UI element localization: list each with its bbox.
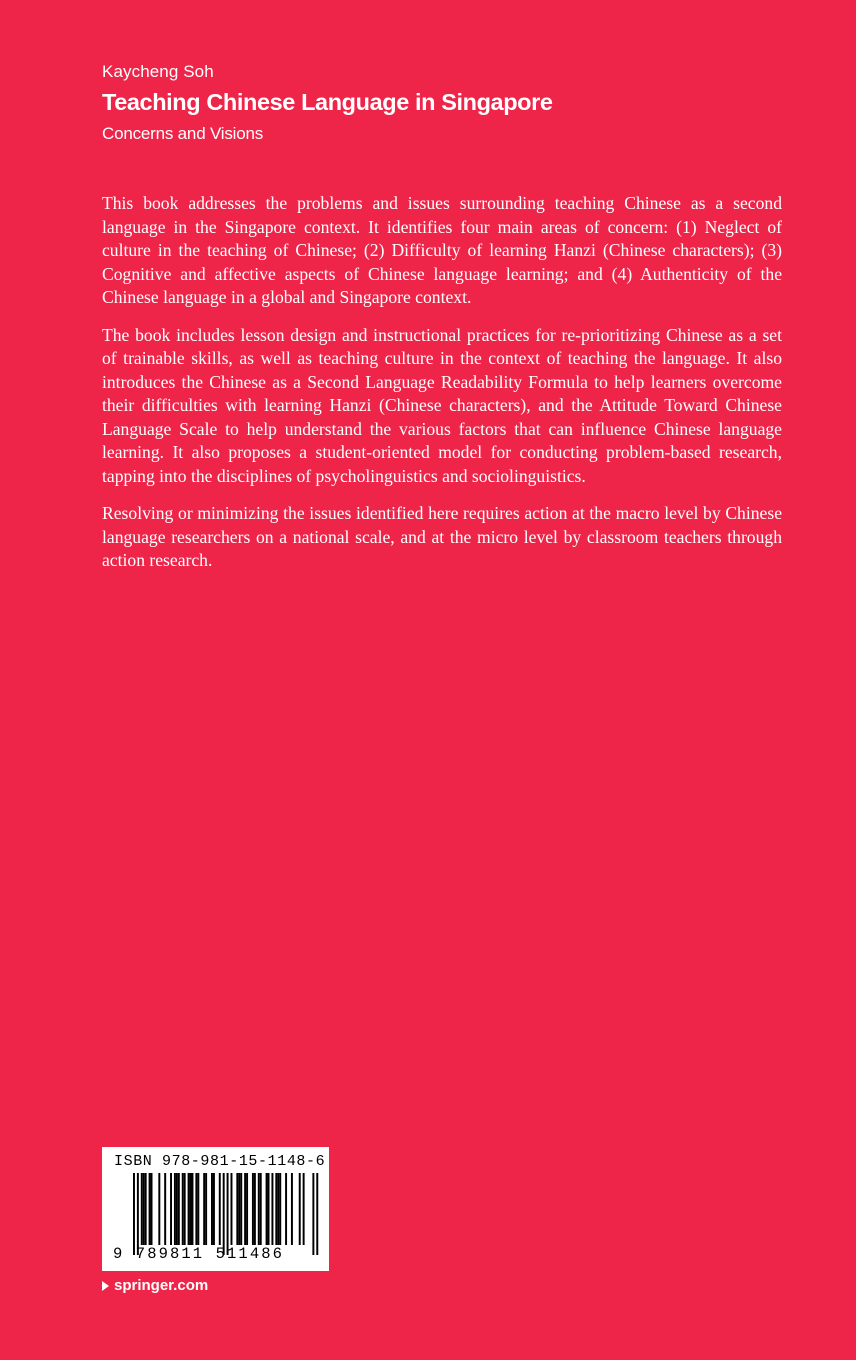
barcode-guard-bar — [133, 1173, 135, 1255]
barcode-bar — [240, 1173, 242, 1245]
barcode-bar — [254, 1173, 256, 1245]
barcode-guard-bar — [137, 1173, 139, 1255]
barcode-bar — [141, 1173, 143, 1245]
description-paragraph-2: The book includes lesson design and instructional practices for re-prioritizing Chinese as a set of trainable skills, as well as teaching culture in the context of teaching the language. It also introduces the Chinese as a Second Language Readability Formula to help learners overcome their difficulties with learning Hanzi (Chinese characters), and the Attitude Toward Chinese Language Scale to help understand the various factors that can influence Chinese language learning. It also proposes a student-oriented model for conducting problem-based research, tapping into the disciplines of psycholinguistics and sociolinguistics. — [102, 324, 782, 486]
triangle-right-icon — [102, 1281, 109, 1291]
barcode-bar — [213, 1173, 215, 1245]
barcode-bar — [158, 1173, 160, 1245]
barcode-bar — [285, 1173, 287, 1245]
barcode-bar — [252, 1173, 254, 1245]
barcode-bar — [236, 1173, 238, 1245]
barcode-bar — [164, 1173, 166, 1245]
barcode-bar — [258, 1173, 260, 1245]
barcode-bar — [303, 1173, 305, 1245]
barcode-bar — [275, 1173, 277, 1245]
barcode-guard-bar — [312, 1173, 314, 1255]
barcode-bar — [174, 1173, 176, 1245]
barcode-bar — [145, 1173, 147, 1245]
description-paragraph-3: Resolving or minimizing the issues identified here requires action at the macro level by Chinese language researchers on a national scale, and at the micro level by classroom teachers through action research. — [102, 503, 782, 570]
barcode-bar — [192, 1173, 194, 1245]
barcode-bar — [182, 1173, 184, 1245]
barcode-bar — [211, 1173, 213, 1245]
book-description — [102, 192, 782, 587]
barcode-bar — [197, 1173, 199, 1245]
barcode-bar — [266, 1173, 268, 1245]
barcode-bar — [151, 1173, 153, 1245]
barcode-bar — [203, 1173, 205, 1245]
barcode-guard-bar — [227, 1173, 229, 1255]
barcode-bar — [268, 1173, 270, 1245]
barcode-bar — [271, 1173, 273, 1245]
barcode-bar — [291, 1173, 293, 1245]
barcode-bar — [277, 1173, 279, 1245]
barcode-guard-bar — [223, 1173, 225, 1255]
barcode-bar — [260, 1173, 262, 1245]
barcode-bar — [184, 1173, 186, 1245]
barcode-bar — [170, 1173, 172, 1245]
barcode-bar — [219, 1173, 221, 1245]
description-paragraph-1: This book addresses the problems and issues surrounding teaching Chinese as a second language in the Singapore context. It identifies four main areas of concern: (1) Neglect of culture in the teaching of Chinese; (2) Difficulty of learning Hanzi (Chinese characters); (3) Cognitive and affective aspects of Chinese language learning; and (4) Authenticity of the Chinese language in a global and Singapore context. — [102, 193, 782, 307]
publisher-link[interactable] — [102, 1277, 208, 1294]
isbn-label: ISBN 978-981-15-1148-6 — [114, 1153, 326, 1170]
author-name: Kaycheng Soh — [102, 62, 214, 81]
barcode-guard-bar — [316, 1173, 318, 1255]
book-subtitle: Concerns and Visions — [102, 124, 264, 143]
barcode-bar — [231, 1173, 233, 1245]
barcode-bar — [178, 1173, 180, 1245]
barcode-bar — [188, 1173, 190, 1245]
barcode-bar — [195, 1173, 197, 1245]
publisher-url[interactable]: springer.com — [114, 1277, 209, 1294]
barcode-bar — [205, 1173, 207, 1245]
barcode-digits: 9 789811 511486 — [113, 1245, 285, 1263]
barcode-bar — [238, 1173, 240, 1245]
barcode-bar — [143, 1173, 145, 1245]
barcode-bar — [279, 1173, 281, 1245]
book-title: Teaching Chinese Language in Singapore — [102, 89, 553, 115]
isbn-barcode-box — [102, 1147, 329, 1271]
barcode-bar — [244, 1173, 246, 1245]
barcode-bar — [176, 1173, 178, 1245]
barcode-bar — [149, 1173, 151, 1245]
barcode-bar — [299, 1173, 301, 1245]
barcode-bar — [190, 1173, 192, 1245]
barcode-bar — [246, 1173, 248, 1245]
